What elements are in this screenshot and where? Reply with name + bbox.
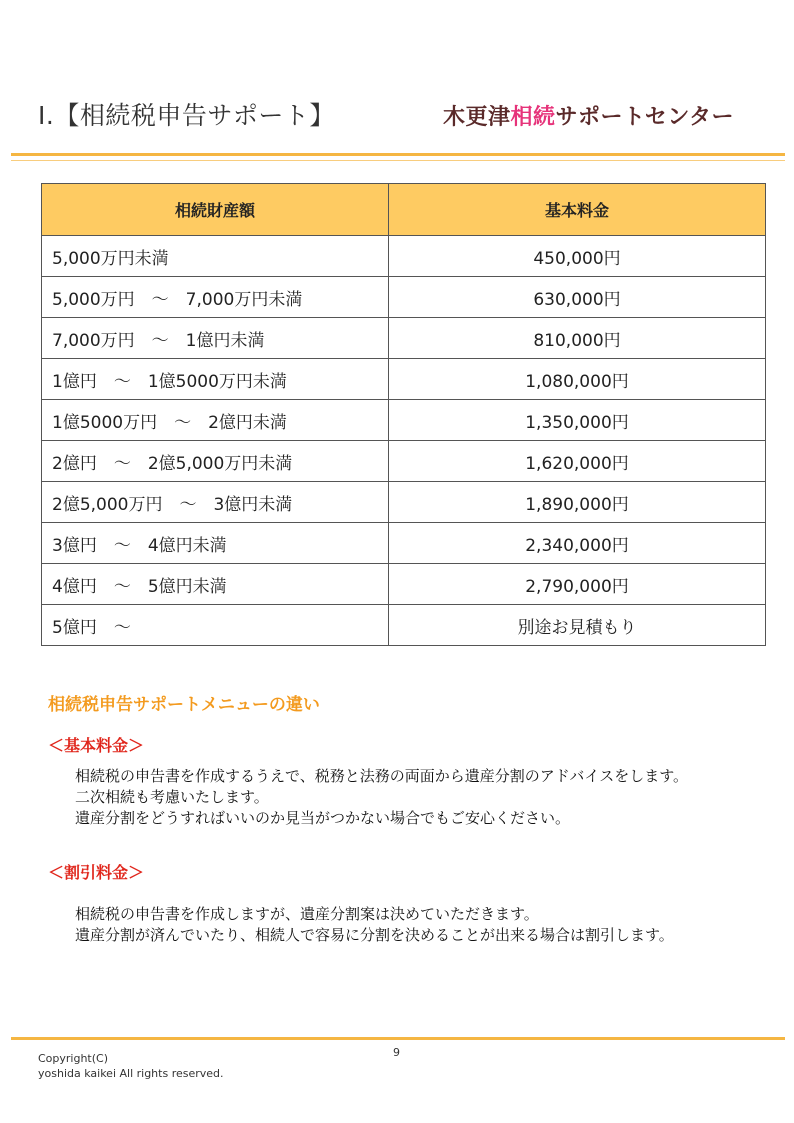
- fee-cell: 2,790,000円: [389, 564, 766, 605]
- copyright: [38, 1051, 224, 1081]
- asset-range-cell: 1億円 ～ 1億5000万円未満: [42, 359, 389, 400]
- description-line: 相続税の申告書を作成しますが、遺産分割案は決めていただきます。: [75, 905, 539, 923]
- table-row: [42, 400, 766, 441]
- fee-cell: 2,340,000円: [389, 523, 766, 564]
- menu-section-title: 相続税申告サポートメニューの違い: [48, 695, 320, 715]
- asset-range-cell: 5億円 ～: [42, 605, 389, 646]
- table-row: [42, 359, 766, 400]
- asset-range-cell: 2億円 ～ 2億5,000万円未満: [42, 441, 389, 482]
- fee-cell: 別途お見積もり: [389, 605, 766, 646]
- copyright-line: yoshida kaikei All rights reserved.: [38, 1067, 224, 1080]
- fee-cell: 1,620,000円: [389, 441, 766, 482]
- page-title: Ⅰ.【相続税申告サポート】: [38, 101, 335, 130]
- brand-accent: 相続: [510, 105, 556, 130]
- basic-plan-description: [75, 766, 688, 829]
- table-row: [42, 236, 766, 277]
- brand-logo: [443, 100, 734, 131]
- asset-range-cell: 7,000万円 ～ 1億円未満: [42, 318, 389, 359]
- table-row: [42, 318, 766, 359]
- table-header-row: [42, 184, 766, 236]
- asset-range-cell: 4億円 ～ 5億円未満: [42, 564, 389, 605]
- discount-plan-description: [75, 904, 674, 946]
- asset-range-cell: 3億円 ～ 4億円未満: [42, 523, 389, 564]
- table-row: [42, 441, 766, 482]
- table-row: [42, 523, 766, 564]
- footer-divider: [11, 1037, 785, 1040]
- discount-plan-heading: ＜割引料金＞: [48, 863, 145, 882]
- copyright-line: Copyright(C): [38, 1052, 109, 1065]
- header-divider: [11, 153, 785, 156]
- brand-suffix: サポートセンター: [555, 105, 734, 130]
- column-header-fee: 基本料金: [389, 184, 766, 236]
- fee-cell: 810,000円: [389, 318, 766, 359]
- header-divider-thin: [11, 160, 785, 161]
- fee-table: [41, 183, 766, 646]
- description-line: 遺産分割が済んでいたり、相続人で容易に分割を決めることが出来る場合は割引します。: [75, 926, 674, 944]
- table-row: [42, 564, 766, 605]
- fee-cell: 1,350,000円: [389, 400, 766, 441]
- description-line: 遺産分割をどうすればいいのか見当がつかない場合でもご安心ください。: [75, 809, 571, 827]
- asset-range-cell: 5,000万円 ～ 7,000万円未満: [42, 277, 389, 318]
- brand-prefix: 木更津: [443, 105, 511, 130]
- fee-cell: 450,000円: [389, 236, 766, 277]
- page-number: 9: [393, 1046, 400, 1059]
- asset-range-cell: 2億5,000万円 ～ 3億円未満: [42, 482, 389, 523]
- asset-range-cell: 5,000万円未満: [42, 236, 389, 277]
- fee-cell: 1,890,000円: [389, 482, 766, 523]
- fee-cell: 1,080,000円: [389, 359, 766, 400]
- description-line: 二次相続も考慮いたします。: [75, 788, 269, 806]
- description-line: 相続税の申告書を作成するうえで、税務と法務の両面から遺産分割のアドバイスをします。: [75, 767, 689, 785]
- column-header-asset: 相続財産額: [42, 184, 389, 236]
- table-row: [42, 277, 766, 318]
- asset-range-cell: 1億5000万円 ～ 2億円未満: [42, 400, 389, 441]
- basic-plan-heading: ＜基本料金＞: [48, 736, 145, 755]
- fee-cell: 630,000円: [389, 277, 766, 318]
- table-row: [42, 605, 766, 646]
- table-row: [42, 482, 766, 523]
